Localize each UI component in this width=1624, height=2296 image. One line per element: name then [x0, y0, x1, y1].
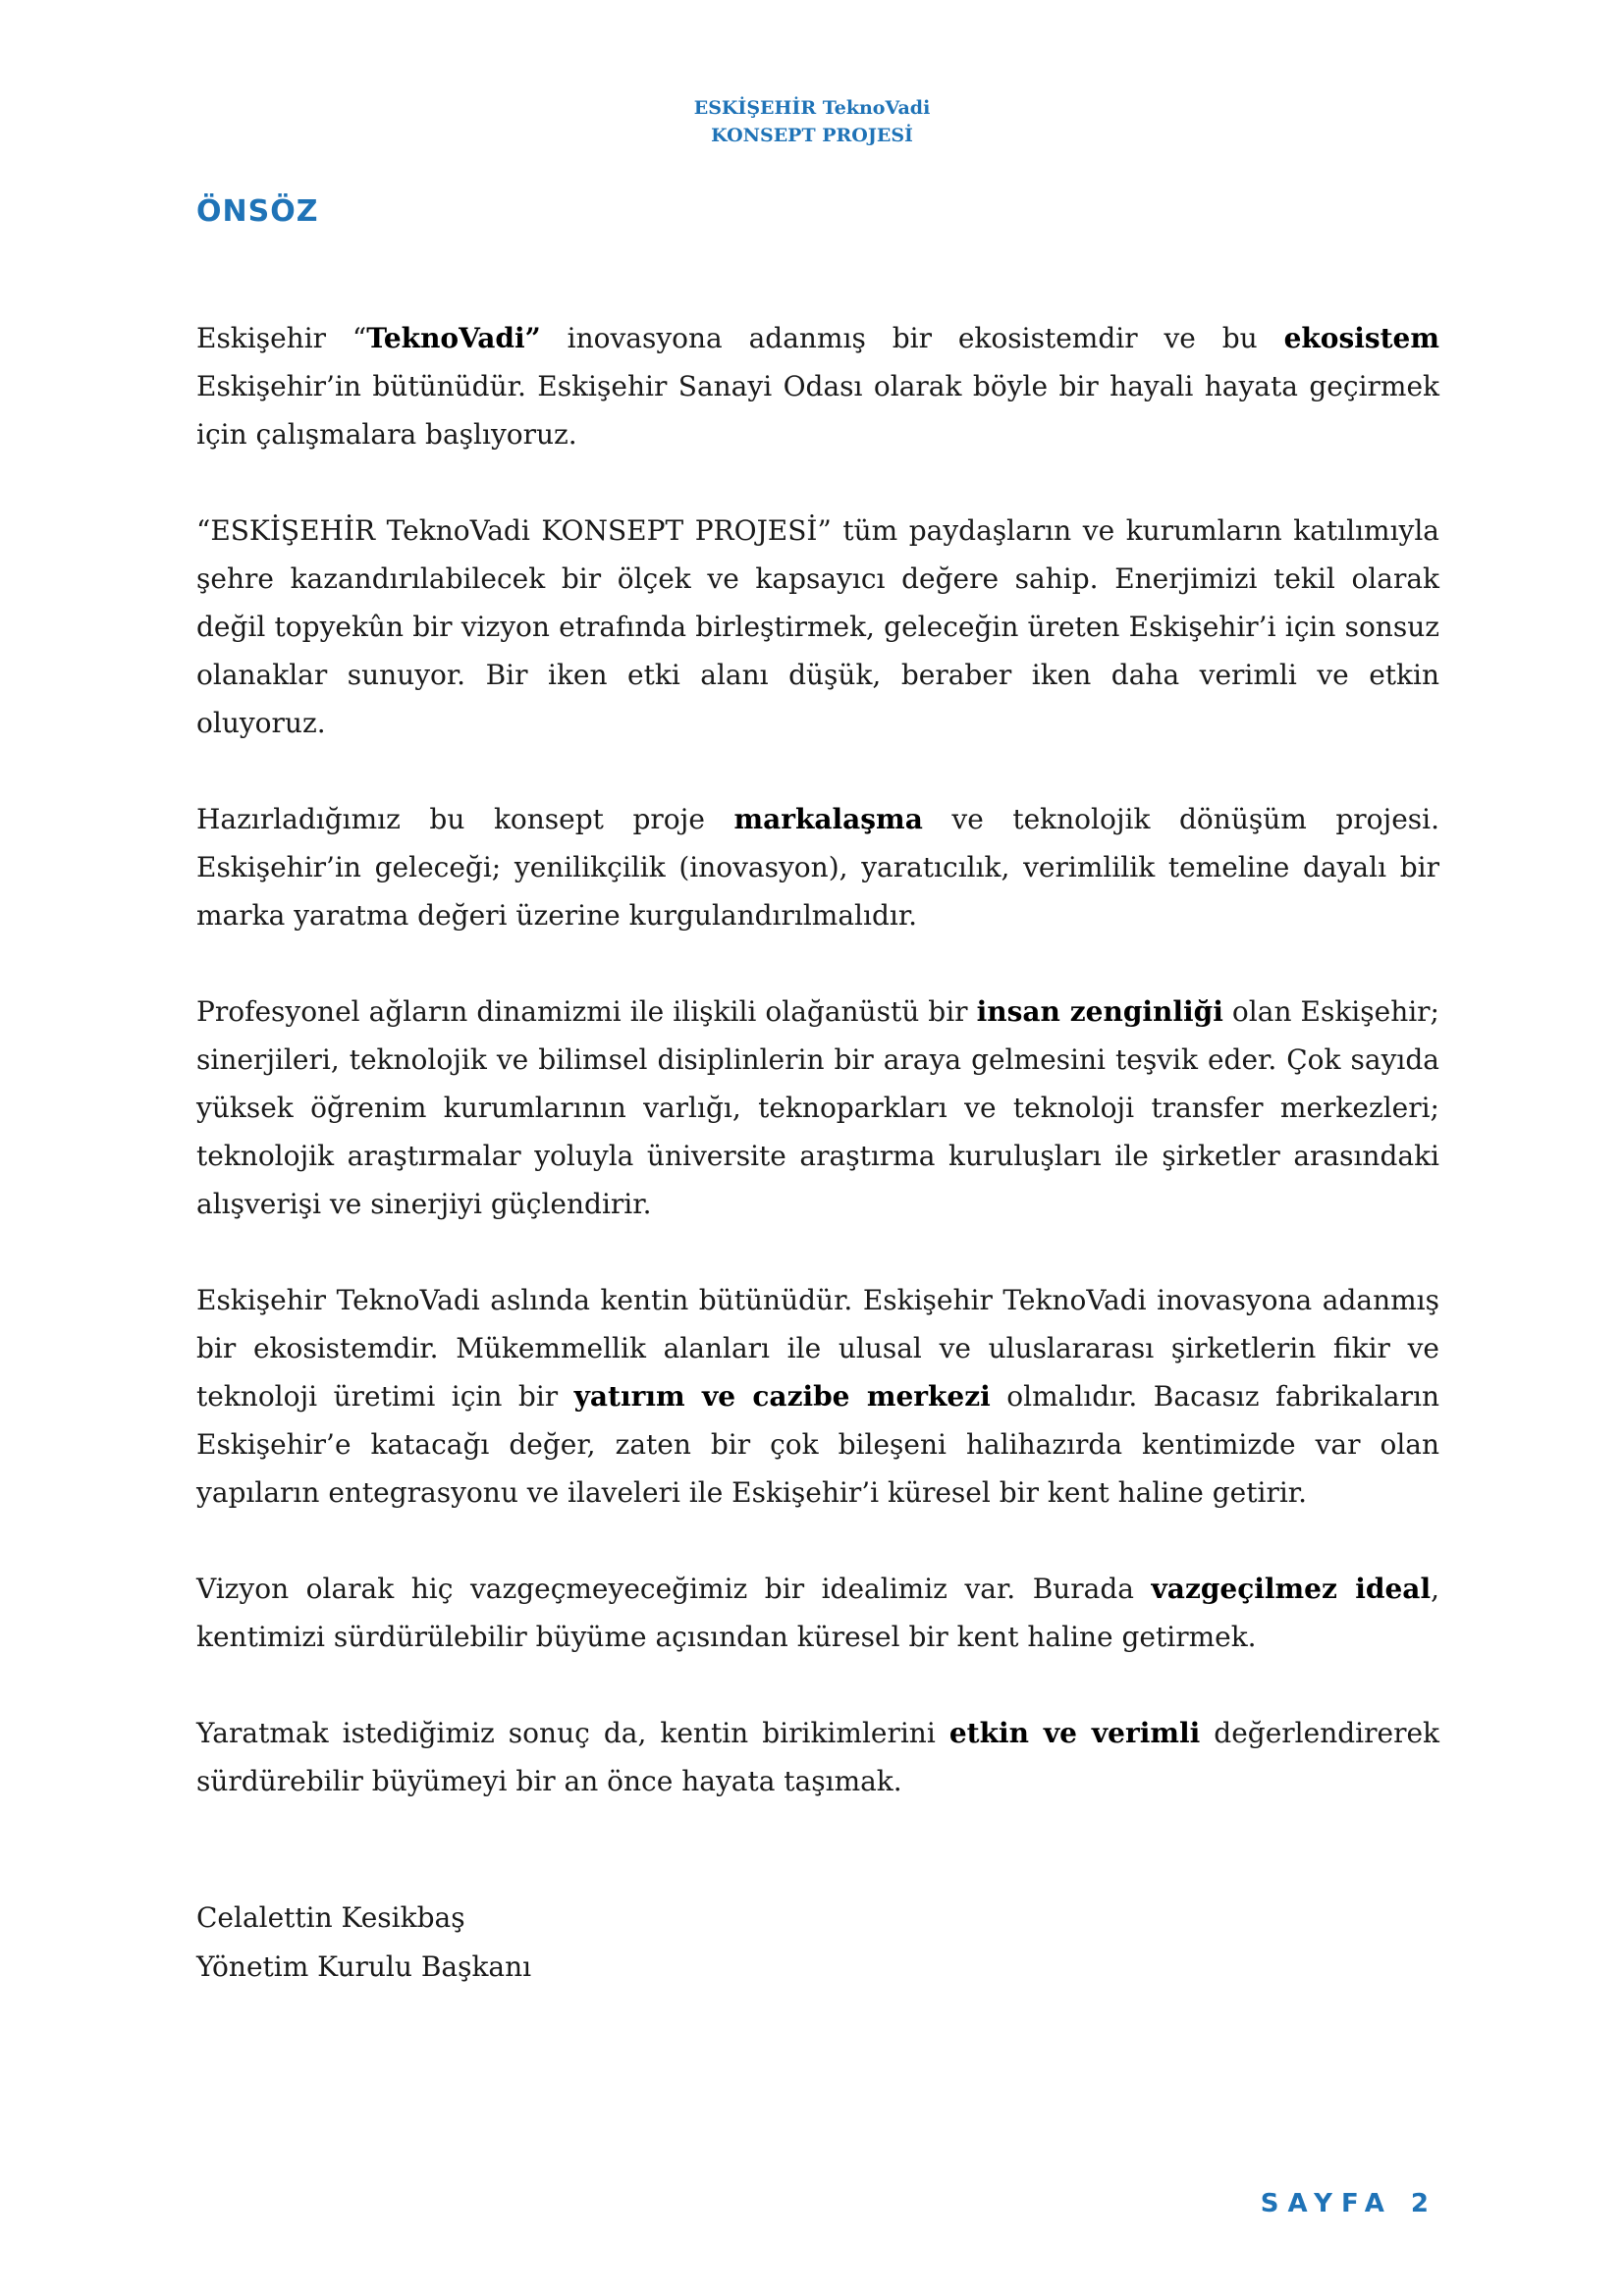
- paragraph-text: “ESKİŞEHİR TeknoVadi KONSEPT PROJESİ” tüm paydaşların ve kurumların katılımıyla şehre kazandırılabilecek bir ölçek ve kapsayıcı değere sahip. Enerjimizi tekil olarak değil topyekûn bir vizyon etrafında birleştirmek, geleceğin üreten Eskişehir’i için sonsuz olanaklar sunuyor. Bir iken etki alanı düşük, beraber iken daha verimli ve etkin oluyoruz.: [196, 514, 1439, 739]
- section-title: ÖNSÖZ: [196, 194, 319, 229]
- paragraph-text: ve teknolojik dönüşüm projesi. Eskişehir’in geleceği; yenilikçilik (inovasyon), yaratıcılık, verimlilik temeline dayalı bir marka yaratma değeri üzerine kurgulandırılmalıdır.: [196, 803, 1439, 932]
- paragraph-text: Eskişehir TeknoVadi aslında kentin bütünüdür. Eskişehir TeknoVadi inovasyona adanmış bir ekosistemdir. Mükemmellik alanları ile ulusal ve uluslararası şirketlerin fikir ve teknoloji üretimi için bir: [196, 1284, 1439, 1413]
- paragraph-text: Yaratmak istediğimiz sonuç da, kentin birikimlerini: [196, 1717, 949, 1749]
- paragraph-text: değerlendirerek sürdürebilir büyümeyi bir an önce hayata taşımak.: [196, 1717, 1439, 1797]
- paragraph-text: , kentimizi sürdürülebilir büyüme açısından küresel bir kent haline getirmek.: [196, 1573, 1439, 1653]
- bold-text: etkin ve verimli: [948, 1717, 1201, 1749]
- paragraph-text: olmalıdır. Bacasız fabrikaların Eskişehir’e katacağı değer, zaten bir çok bileşeni halihazırda kentimizde var olan yapıların entegrasyonu ve ilaveleri ile Eskişehir’i küresel bir kent haline getirir.: [196, 1380, 1439, 1509]
- bold-text: markalaşma: [733, 803, 923, 835]
- paragraph-text: olan Eskişehir; sinerjileri, teknolojik ve bilimsel disiplinlerin bir araya gelmesini teşvik eder. Çok sayıda yüksek öğrenim kurumlarının varlığı, teknoparkları ve teknoloji transfer merkezleri; teknolojik araştırmalar yoluyla üniversite araştırma kuruluşları ile şirketler arasındaki alışverişi ve sinerjiyi güçlendirir.: [196, 995, 1439, 1220]
- paragraph-7: [196, 1709, 1439, 1805]
- paragraph-2: [196, 507, 1439, 747]
- bold-text: ekosistem: [1283, 322, 1439, 354]
- paragraph-text: Vizyon olarak hiç vazgeçmeyeceğimiz bir idealimiz var. Burada: [196, 1573, 1152, 1605]
- document-body: [196, 314, 1439, 1992]
- page-header: [0, 94, 1624, 149]
- header-line-1: ESKİŞEHİR TeknoVadi: [693, 97, 931, 119]
- paragraph-text: inovasyona adanmış bir ekosistemdir ve bu: [540, 322, 1284, 354]
- page-number: SAYFA 2: [1260, 2189, 1437, 2218]
- bold-text: yatırım ve cazibe merkezi: [573, 1380, 991, 1413]
- paragraph-text: Hazırladığımız bu konsept proje: [196, 803, 734, 835]
- paragraph-1: [196, 314, 1439, 458]
- paragraph-text: Eskişehir “: [196, 322, 367, 354]
- paragraph-text: Eskişehir’in bütünüdür. Eskişehir Sanayi Odası olarak böyle bir hayali hayata geçirmek için çalışmalara başlıyoruz.: [196, 370, 1439, 451]
- signatory-name: Celalettin Kesikbaş: [196, 1901, 465, 1934]
- bold-text: vazgeçilmez ideal: [1151, 1573, 1432, 1605]
- paragraph-4: [196, 988, 1439, 1228]
- paragraph-5: [196, 1276, 1439, 1517]
- bold-text: insan zenginliği: [976, 995, 1223, 1028]
- header-line-2: KONSEPT PROJESİ: [711, 125, 913, 146]
- signatory-role: Yönetim Kurulu Başkanı: [196, 1950, 532, 1983]
- bold-text: TeknoVadi”: [366, 322, 541, 354]
- paragraph-6: [196, 1565, 1439, 1661]
- paragraph-3: [196, 795, 1439, 939]
- signature-block: [196, 1894, 1439, 1992]
- paragraph-text: Profesyonel ağların dinamizmi ile ilişkili olağanüstü bir: [196, 995, 977, 1028]
